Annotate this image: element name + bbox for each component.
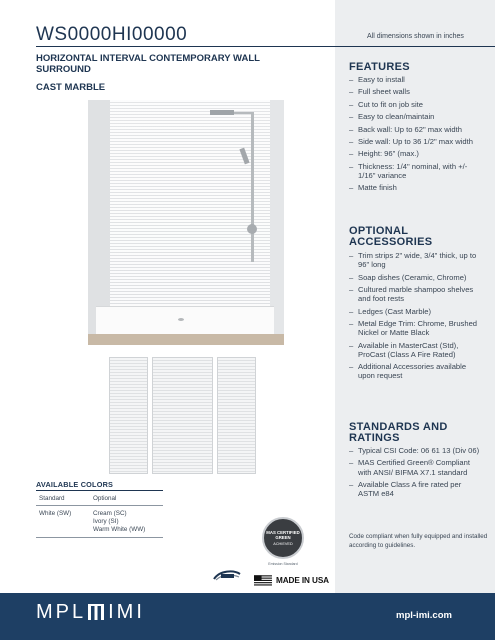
accessories-list [349,251,484,384]
feature-item: – Side wall: Up to 36 1/2" max width [349,137,484,146]
made-in-usa-mark [254,574,329,586]
website-link[interactable]: mpl-imi.com [396,610,452,621]
accessory-item: – Additional Accessories available upon request [349,362,484,380]
standard-item: – Available Class A fire rated per ASTM e84 [349,480,484,498]
header-divider [36,46,495,47]
colors-table-header [36,491,163,506]
features-list [349,75,484,196]
accessory-item: – Trim strips 2" wide, 3/4" thick, up to 96" long [349,251,484,269]
accessory-item: – Ledges (Cast Marble) [349,307,484,316]
logo-mpl: MPL [36,600,87,623]
badge-caption: Emission Standard [268,562,298,566]
logo-bars-icon [88,603,104,621]
optional-column-header: Optional [90,491,163,506]
dimensions-note: All dimensions shown in inches [367,33,464,40]
product-code-title: WS0000HI00000 [36,24,188,45]
shower-valve [247,224,257,234]
accessory-item: – Cultured marble shampoo shelves and foot rests [349,285,484,303]
optional-color: Cream (SC) [93,510,127,517]
shower-photo [88,100,284,345]
available-colors-heading: AVAILABLE COLORS [36,480,114,489]
feature-item: – Easy to install [349,75,484,84]
feature-item: – Thickness: 1/4" nominal, with +/- 1/16" variance [349,162,484,180]
product-material: CAST MARBLE [36,82,106,93]
colors-table [36,491,163,538]
mastercast-logo-icon [212,568,242,582]
made-in-usa-text: MADE IN USA [275,575,329,585]
table-row [36,506,163,538]
optional-colors [90,506,163,538]
side-panel-right [217,357,256,474]
accessory-item: – Metal Edge Trim: Chrome, Brushed Nickel or Matte Black [349,319,484,337]
accessory-item: – Available in MasterCast (Std), ProCast (Class A Fire Rated) [349,341,484,359]
logo-imi: IMI [108,600,145,623]
feature-item: – Cut to fit on job site [349,100,484,109]
shower-head [210,110,234,115]
certification-badge: MAS CERTIFIED GREEN ACHIEVED [262,517,304,559]
optional-color: Ivory (SI) [93,518,119,525]
us-flag-icon [254,575,272,586]
feature-item: – Easy to clean/maintain [349,112,484,121]
side-panel-left [109,357,148,474]
compliance-note: Code compliant when fully equipped and installed according to guidelines. [349,533,488,549]
accessories-heading: OPTIONAL ACCESSORIES [349,225,433,248]
accessory-item: – Soap dishes (Ceramic, Chrome) [349,273,484,282]
standard-item: – MAS Certified Green® Compliant with ANSI/ BIFMA X7.1 standard [349,458,484,476]
feature-item: – Height: 96" (max.) [349,149,484,158]
standard-item: – Typical CSI Code: 06 61 13 (Div 06) [349,446,484,455]
feature-item: – Matte finish [349,183,484,192]
standard-column-header: Standard [36,491,90,506]
standards-heading: STANDARDS AND RATINGS [349,421,448,444]
standards-list [349,446,484,502]
brand-logo [36,601,145,623]
product-subtitle: HORIZONTAL INTERVAL CONTEMPORARY WALL SURROUND [36,53,260,75]
standard-color: White (SW) [36,506,90,538]
features-heading: FEATURES [349,61,410,73]
optional-color: Warm White (WW) [93,526,146,533]
shower-base [96,306,274,334]
feature-item: – Full sheet walls [349,87,484,96]
back-panel [152,357,213,474]
feature-item: – Back wall: Up to 62" max width [349,125,484,134]
